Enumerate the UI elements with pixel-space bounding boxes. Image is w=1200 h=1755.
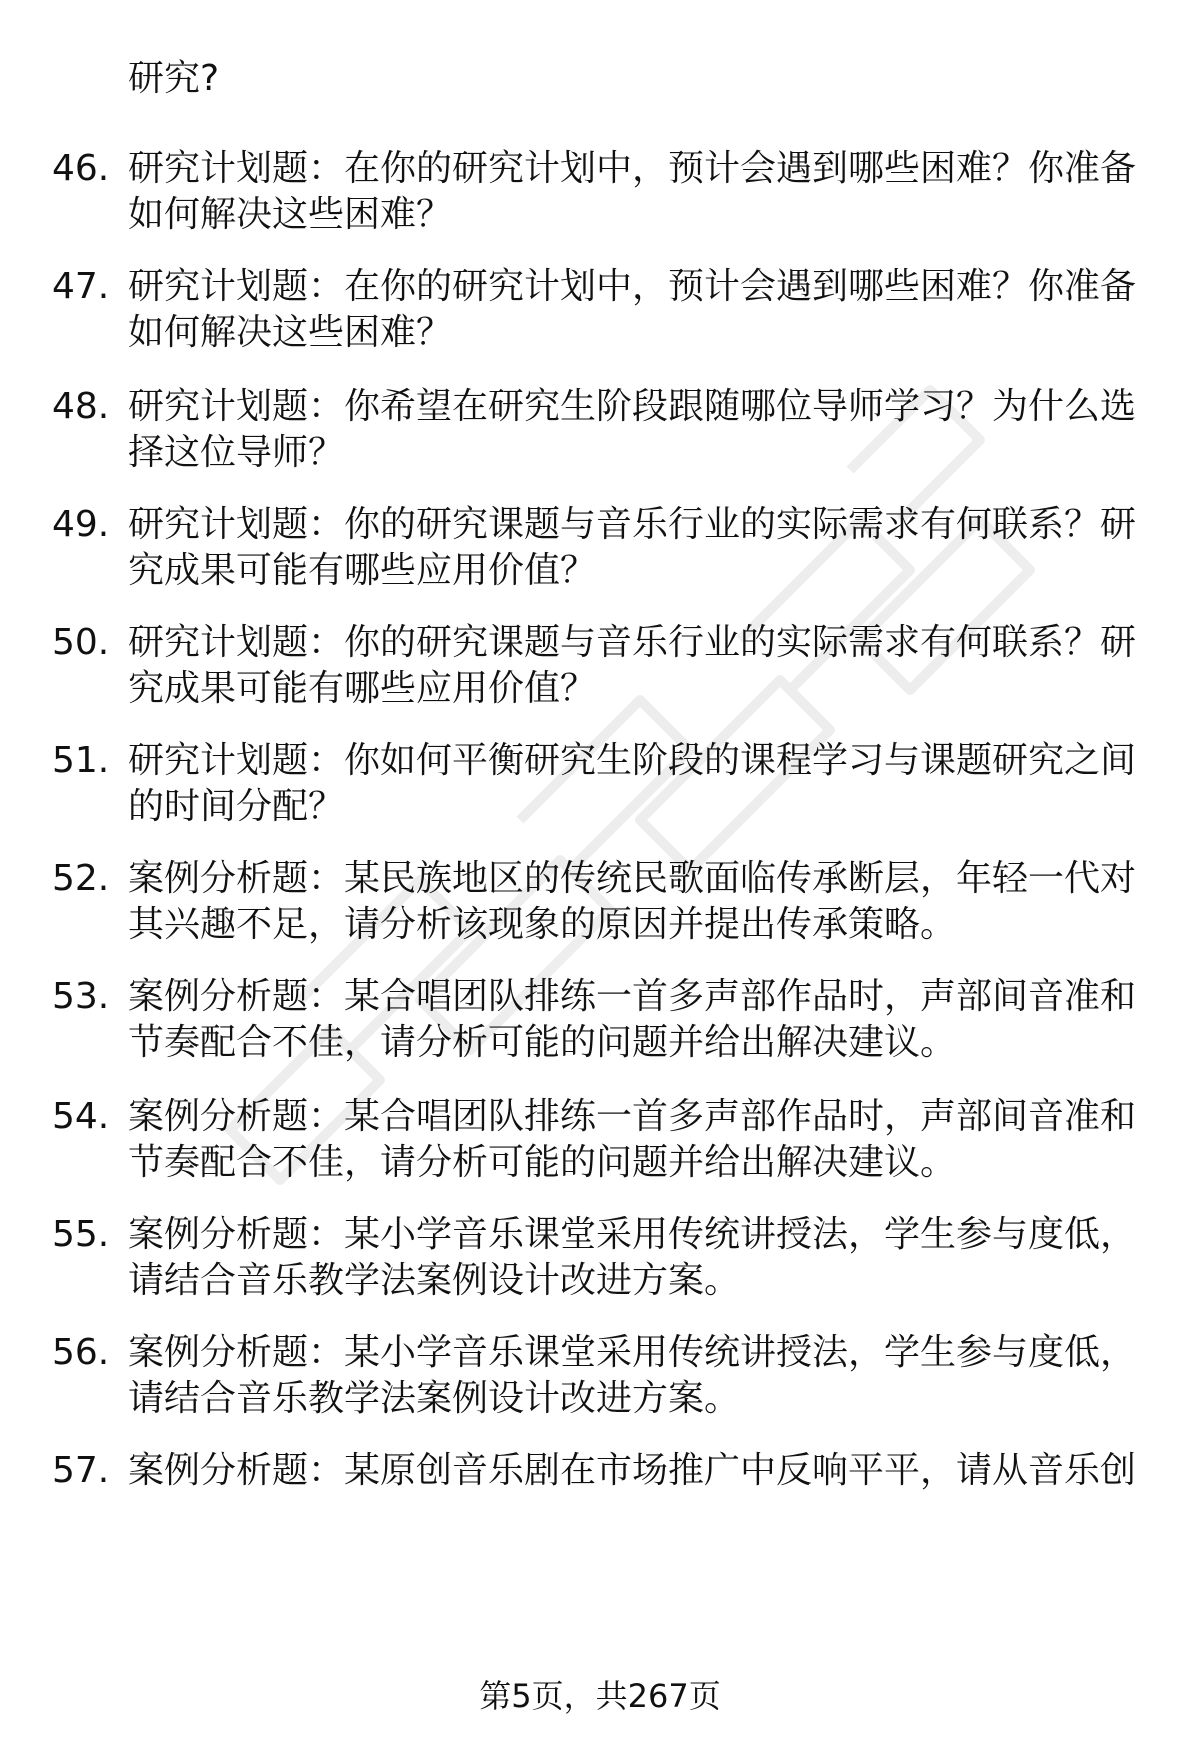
item-text: 研究计划题：你希望在研究生阶段跟随哪位导师学习？为什么选择这位导师？ [128,386,1137,473]
item-number: 57. [52,1450,110,1491]
item-text: 研究计划题：你如何平衡研究生阶段的课程学习与课题研究之间的时间分配？ [128,740,1137,827]
item-text: 研究? [128,58,220,99]
item-number: 55. [52,1214,110,1255]
item-text: 研究计划题：你的研究课题与音乐行业的实际需求有何联系？研究成果可能有哪些应用价值？ [128,504,1137,591]
item-number: 52. [52,858,110,899]
item-number: 46. [52,148,110,189]
item-number: 54. [52,1096,110,1137]
item-number: 50. [52,622,110,663]
item-number: 48. [52,386,110,427]
item-text: 研究计划题：在你的研究计划中，预计会遇到哪些困难？你准备如何解决这些困难？ [128,148,1137,235]
item-text: 案例分析题：某小学音乐课堂采用传统讲授法，学生参与度低，请结合音乐教学法案例设计改进方案。 [128,1332,1137,1419]
item-number: 53. [52,976,110,1017]
page-footer: 第5页，共267页 [479,1677,721,1715]
item-text: 研究计划题：你的研究课题与音乐行业的实际需求有何联系？研究成果可能有哪些应用价值？ [128,622,1137,709]
item-text: 案例分析题：某原创音乐剧在市场推广中反响平平，请从音乐创 [128,1450,1137,1491]
item-number: 56. [52,1332,110,1373]
item-text: 案例分析题：某合唱团队排练一首多声部作品时，声部间音准和节奏配合不佳，请分析可能的问题并给出解决建议。 [128,1096,1137,1183]
item-text: 案例分析题：某民族地区的传统民歌面临传承断层，年轻一代对其兴趣不足，请分析该现象的原因并提出传承策略。 [128,858,1137,945]
item-number: 47. [52,266,110,307]
item-number: 49. [52,504,110,545]
item-text: 研究计划题：在你的研究计划中，预计会遇到哪些困难？你准备如何解决这些困难？ [128,266,1137,353]
item-number: 51. [52,740,110,781]
item-text: 案例分析题：某合唱团队排练一首多声部作品时，声部间音准和节奏配合不佳，请分析可能的问题并给出解决建议。 [128,976,1137,1063]
item-text: 案例分析题：某小学音乐课堂采用传统讲授法，学生参与度低，请结合音乐教学法案例设计改进方案。 [128,1214,1137,1301]
